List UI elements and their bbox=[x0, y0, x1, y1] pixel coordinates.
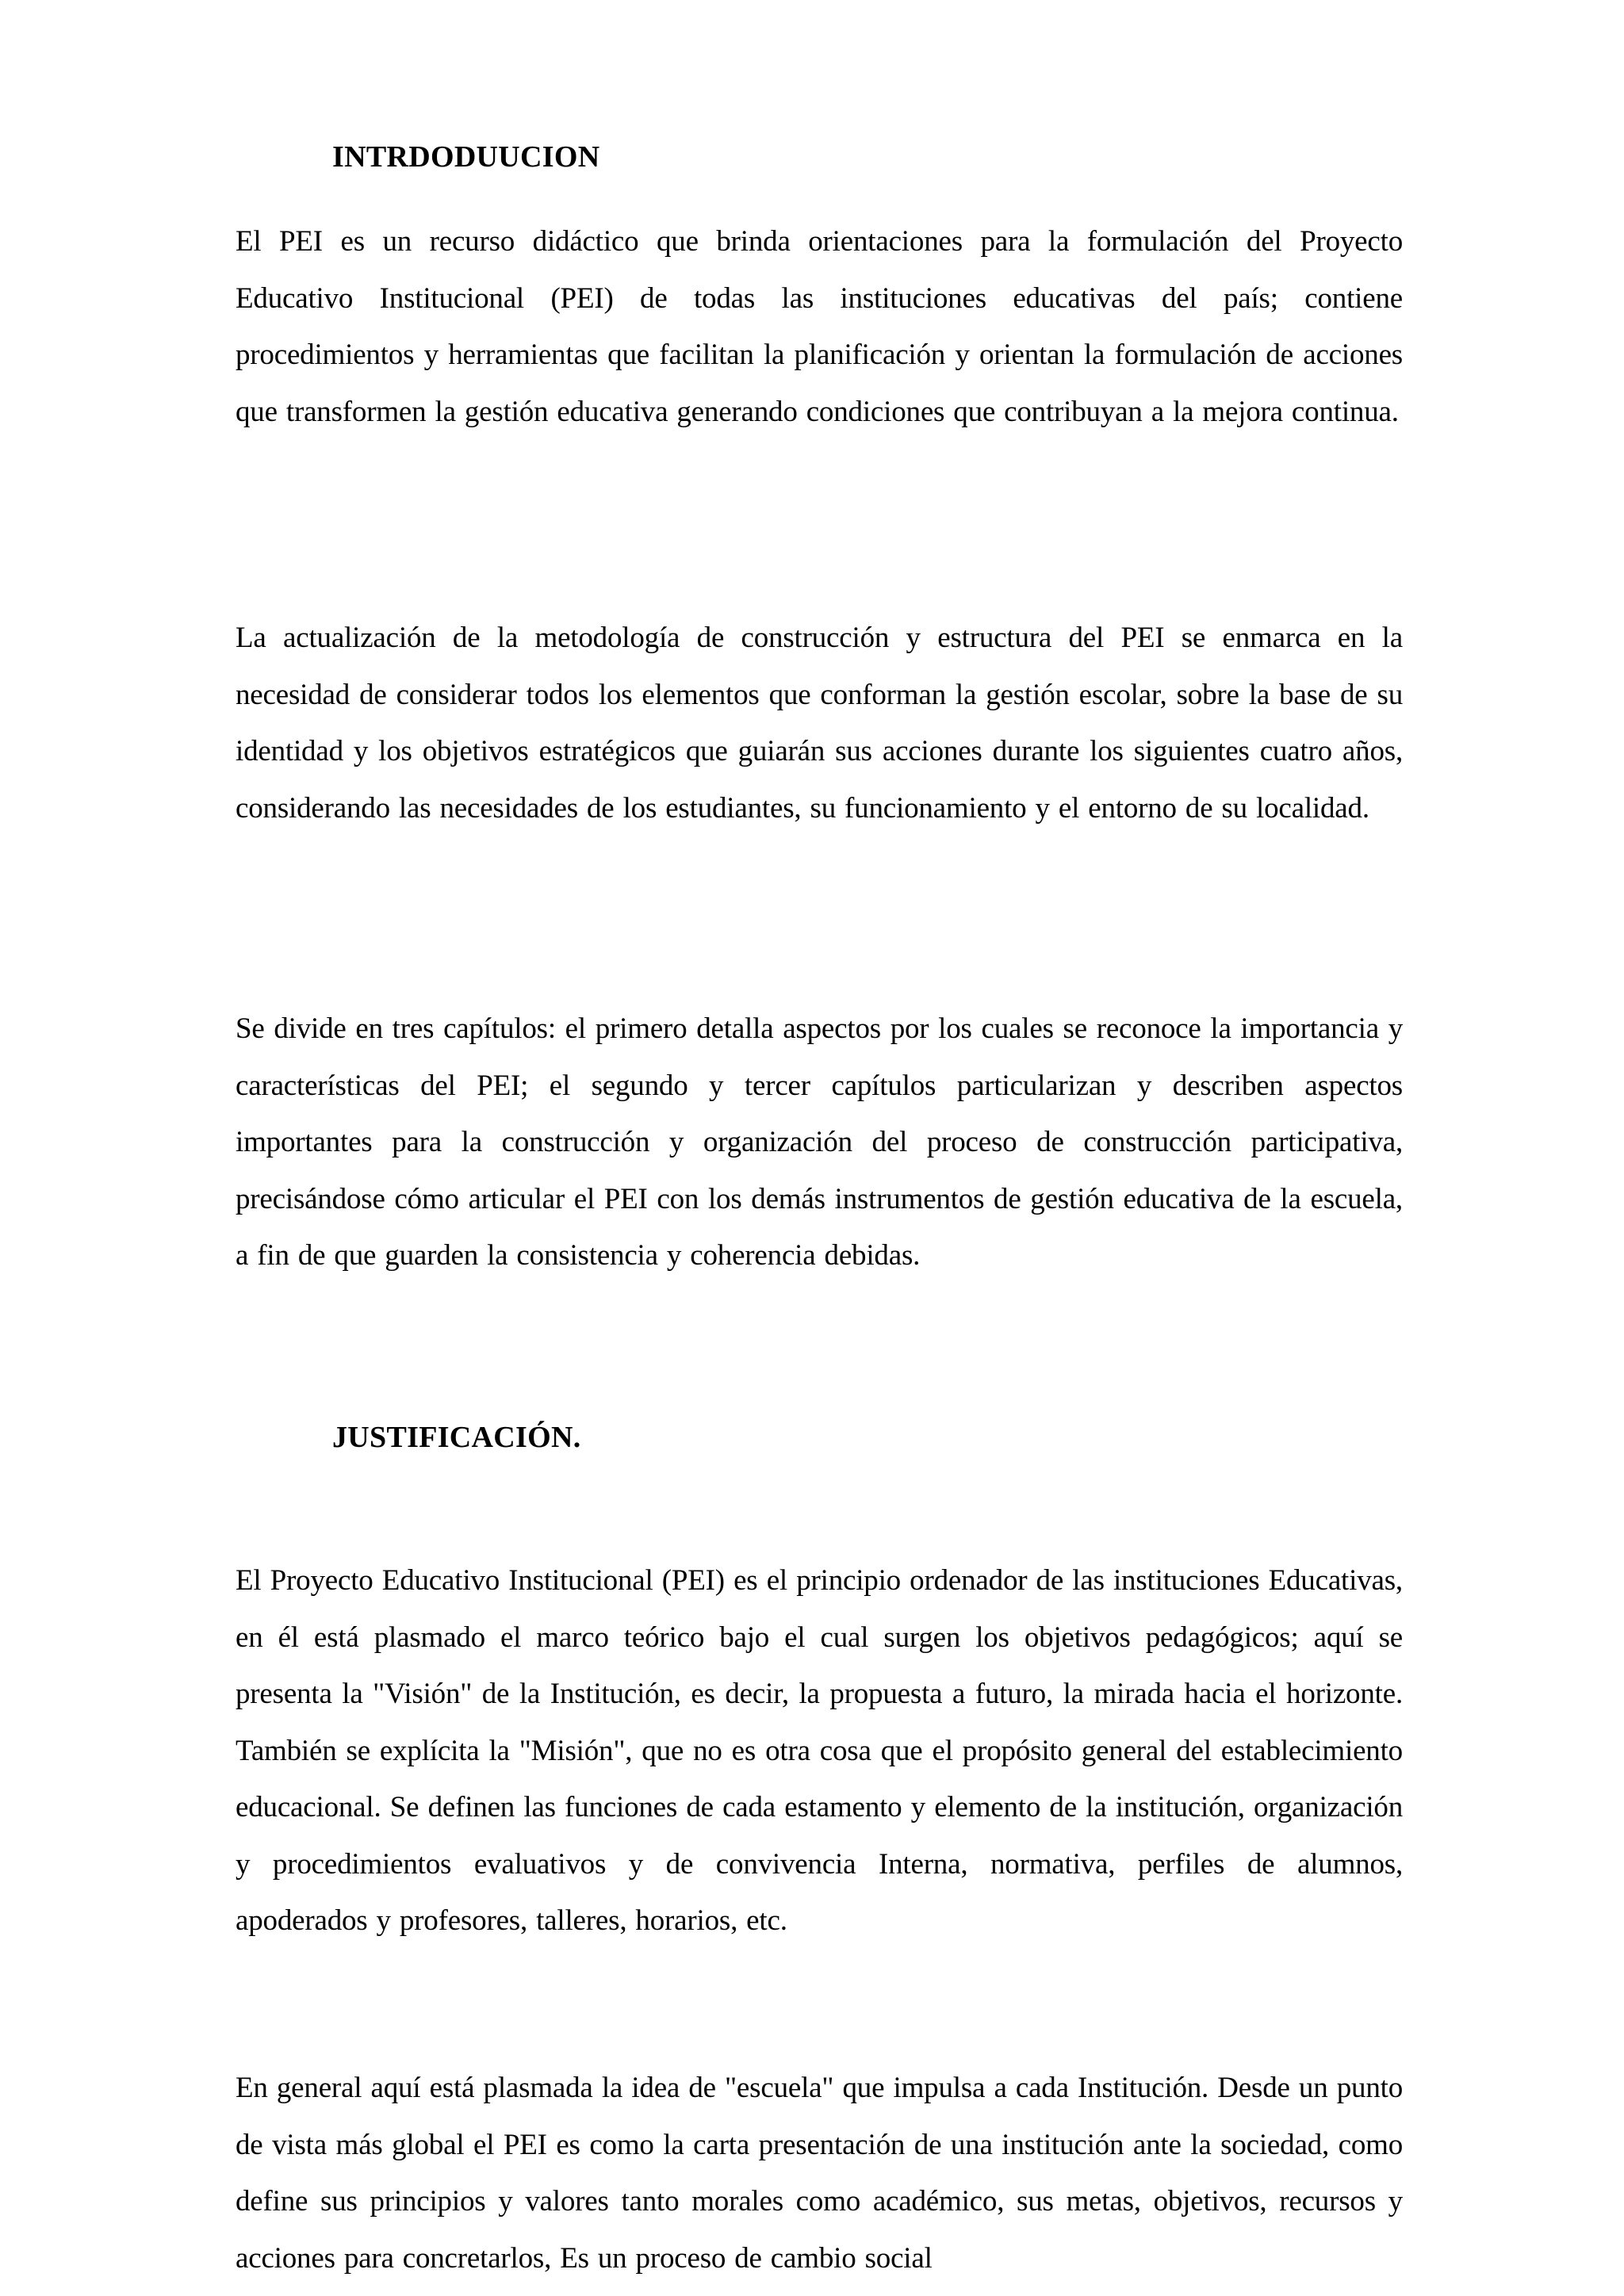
heading-justificacion: JUSTIFICACIÓN. bbox=[332, 1421, 581, 1454]
paragraph-intro-1: El PEI es un recurso didáctico que brinda orientaciones para la formulación del Proyecto Educativo Institucional (PEI) de todas las instituciones educativas del país; contiene procedimientos y herramientas que facilitan la planificación y orientan la formulación de acciones que transformen la gestión educativa generando condiciones que contribuyan a la mejora continua. bbox=[236, 225, 1403, 428]
document-page bbox=[236, 0, 1403, 2296]
paragraph-justificacion-2: En general aquí está plasmada la idea de "escuela" que impulsa a cada Institución. Desde un punto de vista más global el PEI es como la carta presentación de una institución ante la sociedad, como define sus principios y valores tanto morales como académico, sus metas, objetivos, recursos y acciones para concretarlos, Es un proceso de cambio social bbox=[236, 2072, 1403, 2275]
heading-introduccion: INTRDODUUCION bbox=[332, 140, 600, 174]
paragraph-justificacion-1: El Proyecto Educativo Institucional (PEI) es el principio ordenador de las instituciones Educativas, en él está plasmado el marco teórico bajo el cual surgen los objetivos pedagógicos; aquí se presenta la "Visión" de la Institución, es decir, la propuesta a futuro, la mirada hacia el horizonte. También se explícita la "Misión", que no es otra cosa que el propósito general del establecimiento educacional. Se definen las funciones de cada estamento y elemento de la institución, organización y procedimientos evaluativos y de convivencia Interna, normativa, perfiles de alumnos, apoderados y profesores, talleres, horarios, etc. bbox=[236, 1564, 1403, 1937]
paragraph-intro-2: La actualización de la metodología de construcción y estructura del PEI se enmarca en la necesidad de considerar todos los elementos que conforman la gestión escolar, sobre la base de su identidad y los objetivos estratégicos que guiarán sus acciones durante los siguientes cuatro años, considerando las necesidades de los estudiantes, su funcionamiento y el entorno de su localidad. bbox=[236, 622, 1403, 825]
paragraph-intro-3: Se divide en tres capítulos: el primero detalla aspectos por los cuales se reconoce la importancia y características del PEI; el segundo y tercer capítulos particularizan y describen aspectos importantes para la construcción y organización del proceso de construcción participativa, precisándose cómo articular el PEI con los demás instrumentos de gestión educativa de la escuela, a fin de que guarden la consistencia y coherencia debidas. bbox=[236, 1012, 1403, 1272]
